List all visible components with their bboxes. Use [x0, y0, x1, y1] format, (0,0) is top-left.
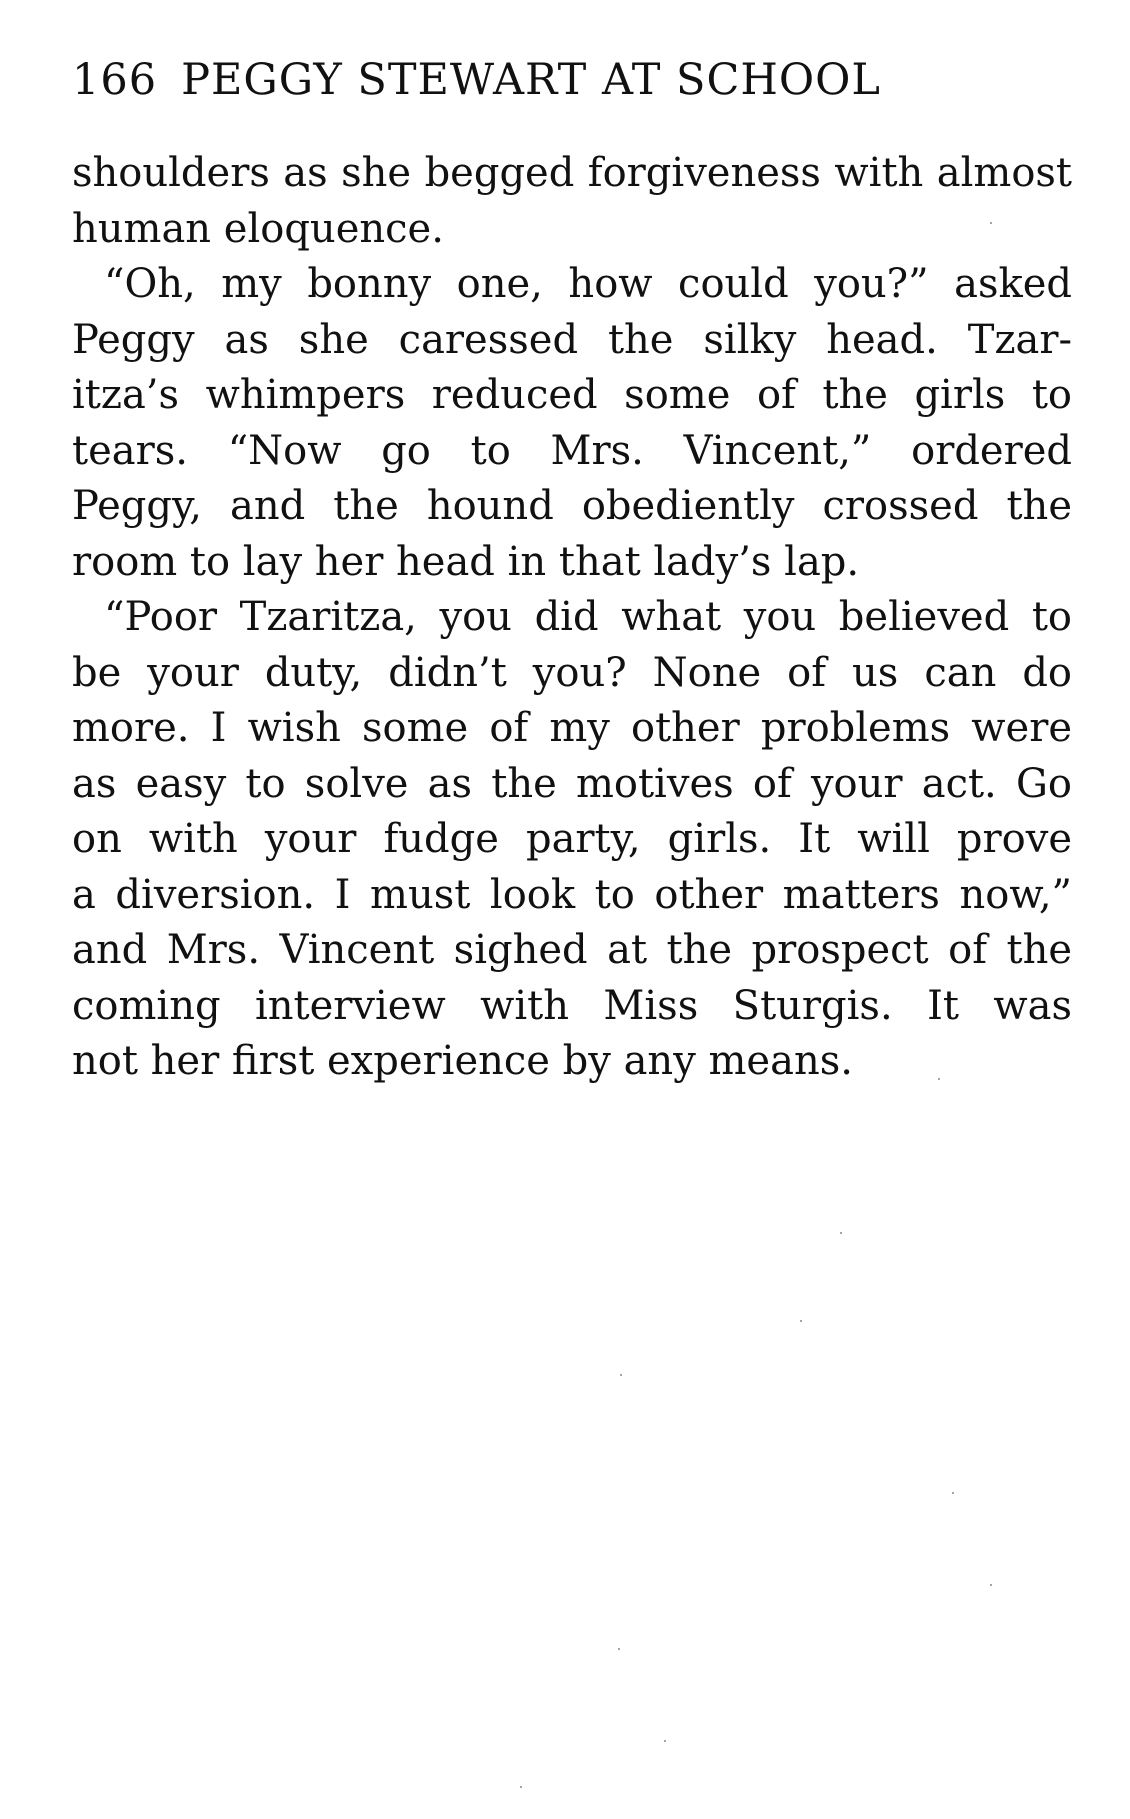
scan-speck: [620, 1374, 622, 1376]
text-line: Peggy, and the hound obediently crossed the: [72, 483, 1072, 529]
text-line: and Mrs. Vincent sighed at the prospect of the: [72, 927, 1072, 973]
scan-speck: [618, 1648, 620, 1650]
running-title: PEGGY STEWART AT SCHOOL: [181, 55, 881, 105]
text-line: itza’s whimpers reduced some of the girls to: [72, 372, 1072, 418]
text-line: coming interview with Miss Sturgis. It was: [72, 982, 1072, 1029]
scan-speck: [990, 1584, 992, 1586]
scan-speck: [840, 1232, 842, 1234]
scan-speck: [952, 1492, 954, 1494]
text-line: tears. “Now go to Mrs. Vincent,” ordered: [72, 427, 1072, 474]
text-line: on with your fudge party, girls. It will prove: [72, 816, 1072, 862]
running-header: [72, 52, 881, 108]
page-number: 166: [72, 55, 158, 105]
text-line: not her first experience by any means.: [72, 1038, 853, 1084]
text-line: more. I wish some of my other problems were: [72, 705, 1072, 751]
text-line: shoulders as she begged forgiveness with almost: [72, 150, 1072, 196]
body-text: [72, 146, 1072, 1090]
text-line: “Oh, my bonny one, how could you?” asked: [104, 261, 1072, 307]
text-line: be your duty, didn’t you? None of us can do: [72, 649, 1072, 696]
text-line: Peggy as she caressed the silky head. Tzar-: [72, 316, 1072, 363]
text-line: a diversion. I must look to other matters now,”: [72, 871, 1072, 918]
text-line: “Poor Tzaritza, you did what you believed to: [104, 594, 1072, 640]
text-line: human eloquence.: [72, 205, 444, 252]
scan-speck: [938, 1078, 940, 1080]
text-line: as easy to solve as the motives of your act. Go: [72, 760, 1072, 807]
text-line: room to lay her head in that lady’s lap.: [72, 538, 860, 585]
scan-speck: [800, 1320, 802, 1322]
scan-speck: [664, 1740, 666, 1742]
scan-speck: [520, 1786, 522, 1788]
scan-speck: [990, 222, 992, 224]
